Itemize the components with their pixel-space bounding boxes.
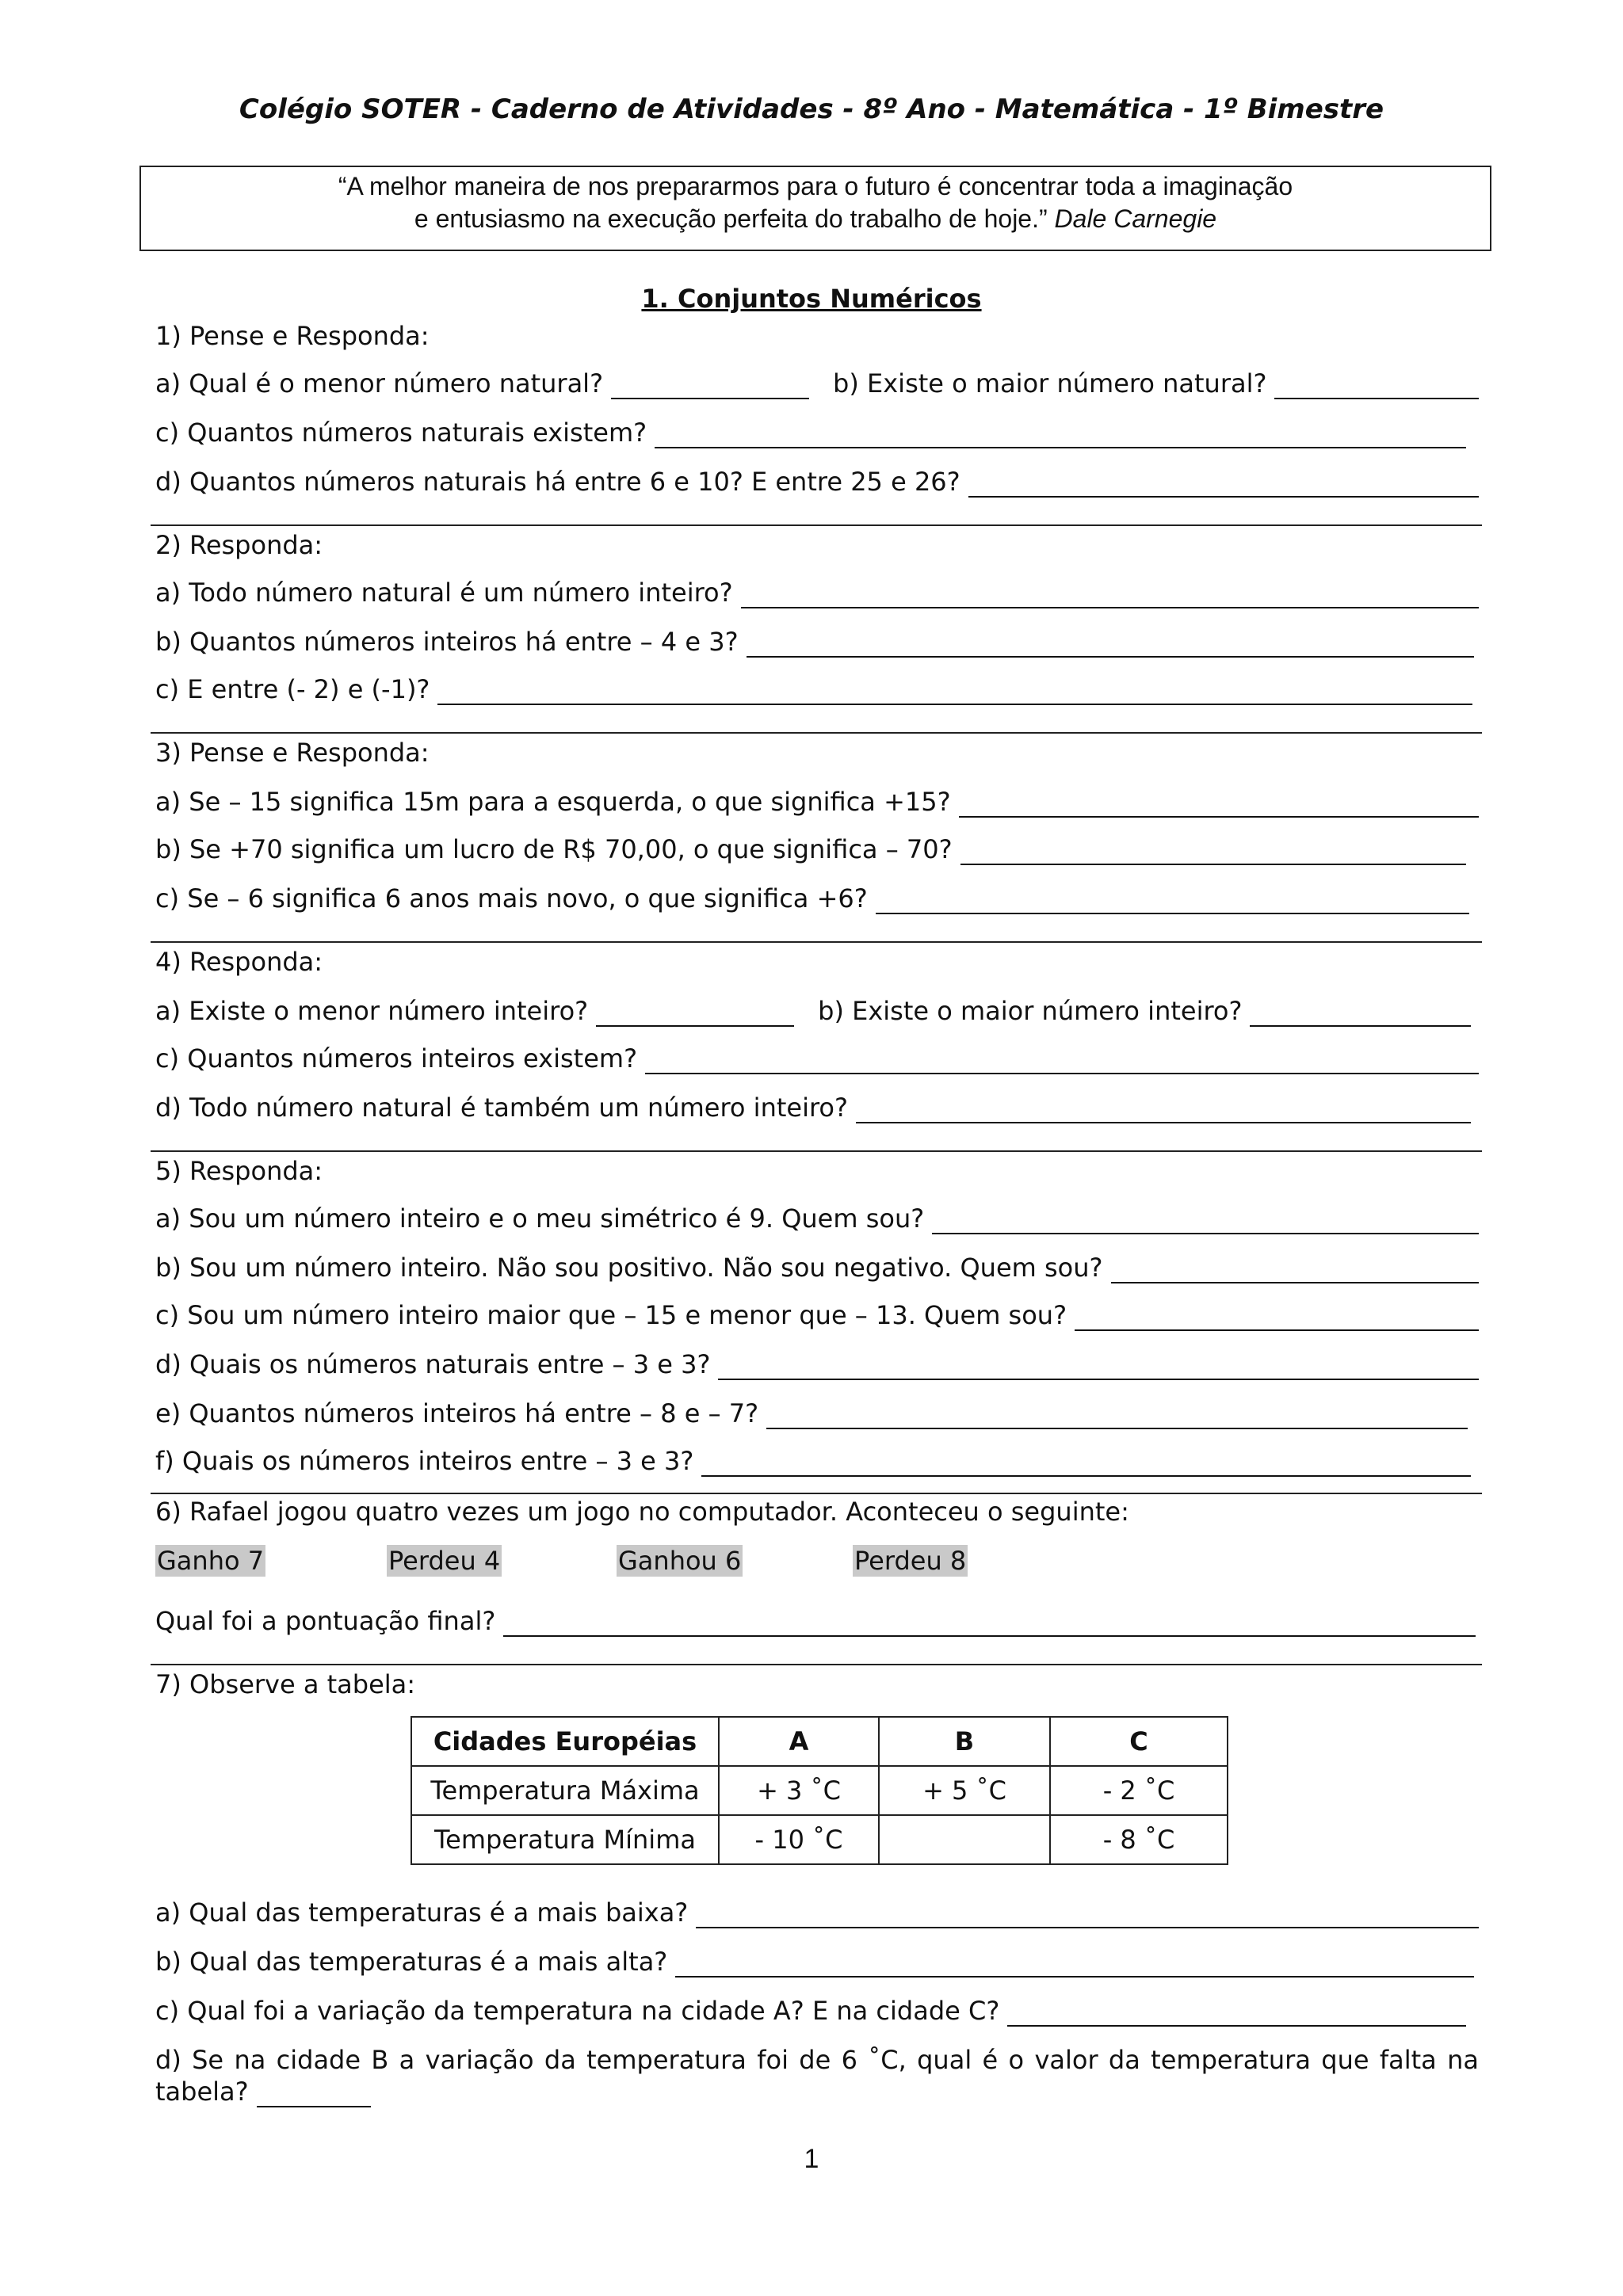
q5d-text: d) Quais os números naturais entre – 3 e 3? bbox=[155, 1349, 711, 1379]
table-cell: - 10 ˚C bbox=[719, 1815, 879, 1864]
quote-author: Dale Carnegie bbox=[1054, 204, 1217, 233]
q5e-answer-blank[interactable] bbox=[766, 1404, 1468, 1429]
q4b-text: b) Existe o maior número inteiro? bbox=[818, 996, 1243, 1026]
q7-title: 7) Observe a tabela: bbox=[155, 1669, 416, 1699]
q6-move-4: Perdeu 8 bbox=[854, 1546, 967, 1576]
table-header-cell: C bbox=[1050, 1717, 1228, 1766]
q6-question-text: Qual foi a pontuação final? bbox=[155, 1606, 496, 1636]
q1-row-d bbox=[155, 466, 1479, 498]
q3c-text: c) Se – 6 significa 6 anos mais novo, o que significa +6? bbox=[155, 883, 868, 913]
divider bbox=[151, 1664, 1482, 1665]
q2-title: 2) Responda: bbox=[155, 530, 323, 560]
q5-row-b bbox=[155, 1252, 1479, 1283]
q7d-text-line1: d) Se na cidade B a variação da temperatura foi de 6 ˚C, qual é o valor da temperatura que falta na bbox=[155, 2045, 1479, 2075]
q3a-text: a) Se – 15 significa 15m para a esquerda, o que significa +15? bbox=[155, 787, 951, 817]
quote-line-2 bbox=[141, 203, 1490, 235]
table-row bbox=[411, 1815, 1228, 1864]
q7d-answer-blank[interactable] bbox=[257, 2082, 371, 2107]
q2a-text: a) Todo número natural é um número inteiro? bbox=[155, 578, 733, 608]
q7a-text: a) Qual das temperaturas é a mais baixa? bbox=[155, 1897, 689, 1928]
q2-row-c bbox=[155, 673, 1472, 705]
q7c-answer-blank[interactable] bbox=[1007, 2001, 1466, 2027]
q6-move-1: Ganho 7 bbox=[157, 1546, 265, 1576]
q5a-text: a) Sou um número inteiro e o meu simétrico é 9. Quem sou? bbox=[155, 1203, 925, 1234]
q1d-answer-blank[interactable] bbox=[968, 472, 1479, 498]
q5-row-f bbox=[155, 1445, 1471, 1477]
q4a-answer-blank[interactable] bbox=[596, 1001, 794, 1027]
q7-row-a bbox=[155, 1897, 1479, 1928]
table-header-row bbox=[411, 1717, 1228, 1766]
q6-answer-blank[interactable] bbox=[503, 1611, 1476, 1637]
table-cell: - 2 ˚C bbox=[1050, 1766, 1228, 1815]
q5f-answer-blank[interactable] bbox=[701, 1451, 1471, 1477]
q6-title: 6) Rafael jogou quatro vezes um jogo no computador. Aconteceu o seguinte: bbox=[155, 1497, 1129, 1527]
temperature-table bbox=[411, 1716, 1228, 1865]
table-row bbox=[411, 1766, 1228, 1815]
quote-text: e entusiasmo na execução perfeita do trabalho de hoje.” bbox=[414, 204, 1048, 233]
q5b-answer-blank[interactable] bbox=[1111, 1258, 1480, 1283]
q1b-answer-blank[interactable] bbox=[1274, 374, 1479, 399]
page-header: Colégio SOTER - Caderno de Atividades - 8º Ano - Matemática - 1º Bimestre bbox=[239, 93, 1384, 125]
q4b-answer-blank[interactable] bbox=[1250, 1001, 1471, 1027]
divider bbox=[151, 1493, 1482, 1494]
q5d-answer-blank[interactable] bbox=[718, 1355, 1479, 1380]
q1b-text: b) Existe o maior número natural? bbox=[833, 368, 1267, 399]
q7a-answer-blank[interactable] bbox=[696, 1903, 1479, 1928]
q3a-answer-blank[interactable] bbox=[959, 792, 1479, 818]
quote-box bbox=[139, 166, 1491, 251]
q6-row-question bbox=[155, 1605, 1476, 1637]
q3b-answer-blank[interactable] bbox=[960, 840, 1466, 865]
q5a-answer-blank[interactable] bbox=[932, 1209, 1479, 1234]
q4-row-c bbox=[155, 1043, 1479, 1074]
q7b-answer-blank[interactable] bbox=[675, 1952, 1474, 1978]
q2a-answer-blank[interactable] bbox=[741, 583, 1479, 608]
q7-row-b bbox=[155, 1946, 1474, 1978]
table-cell: - 8 ˚C bbox=[1050, 1815, 1228, 1864]
q3-row-b bbox=[155, 833, 1466, 865]
q2c-answer-blank[interactable] bbox=[437, 680, 1472, 705]
q1c-text: c) Quantos números naturais existem? bbox=[155, 418, 647, 448]
q4c-answer-blank[interactable] bbox=[645, 1049, 1479, 1074]
table-cell: + 5 ˚C bbox=[879, 1766, 1050, 1815]
table-cell-empty[interactable] bbox=[879, 1815, 1050, 1864]
q5e-text: e) Quantos números inteiros há entre – 8 e – 7? bbox=[155, 1398, 759, 1428]
q5c-answer-blank[interactable] bbox=[1075, 1306, 1479, 1331]
q5-title: 5) Responda: bbox=[155, 1156, 323, 1186]
q5-row-d bbox=[155, 1348, 1479, 1380]
q7b-text: b) Qual das temperaturas é a mais alta? bbox=[155, 1947, 668, 1977]
q1-row-c bbox=[155, 417, 1466, 448]
q4c-text: c) Quantos números inteiros existem? bbox=[155, 1043, 638, 1074]
q2-row-a bbox=[155, 577, 1479, 608]
q4-row-d bbox=[155, 1092, 1471, 1123]
divider bbox=[151, 941, 1482, 943]
q3-title: 3) Pense e Responda: bbox=[155, 738, 430, 768]
q7c-text: c) Qual foi a variação da temperatura na cidade A? E na cidade C? bbox=[155, 1996, 1000, 2026]
q3c-answer-blank[interactable] bbox=[876, 889, 1469, 914]
divider bbox=[151, 1150, 1482, 1152]
q4-title: 4) Responda: bbox=[155, 947, 323, 977]
divider bbox=[151, 732, 1482, 734]
q4d-answer-blank[interactable] bbox=[856, 1098, 1471, 1123]
q1a-answer-blank[interactable] bbox=[611, 374, 809, 399]
q4a-text: a) Existe o menor número inteiro? bbox=[155, 996, 589, 1026]
q2b-answer-blank[interactable] bbox=[747, 632, 1474, 658]
table-cell: Temperatura Mínima bbox=[411, 1815, 719, 1864]
table-cell: Temperatura Máxima bbox=[411, 1766, 719, 1815]
table-header-cell: Cidades Européias bbox=[411, 1717, 719, 1766]
q5c-text: c) Sou um número inteiro maior que – 15 e menor que – 13. Quem sou? bbox=[155, 1300, 1067, 1330]
quote-line-1: “A melhor maneira de nos prepararmos para o futuro é concentrar toda a imaginação bbox=[338, 172, 1293, 200]
q7-row-d bbox=[155, 2076, 1479, 2107]
q7d-text-line2: tabela? bbox=[155, 2077, 249, 2107]
q1d-text: d) Quantos números naturais há entre 6 e 10? E entre 25 e 26? bbox=[155, 467, 960, 497]
q2b-text: b) Quantos números inteiros há entre – 4 e 3? bbox=[155, 627, 739, 657]
q3-row-a bbox=[155, 786, 1479, 818]
q5b-text: b) Sou um número inteiro. Não sou positivo. Não sou negativo. Quem sou? bbox=[155, 1253, 1103, 1283]
q5-row-a bbox=[155, 1203, 1479, 1234]
q5f-text: f) Quais os números inteiros entre – 3 e 3? bbox=[155, 1446, 694, 1476]
q1-title: 1) Pense e Responda: bbox=[155, 321, 430, 351]
q3b-text: b) Se +70 significa um lucro de R$ 70,00, o que significa – 70? bbox=[155, 834, 953, 864]
q3-row-c bbox=[155, 883, 1469, 914]
section-title: 1. Conjuntos Numéricos bbox=[641, 284, 982, 314]
q1a-text: a) Qual é o menor número natural? bbox=[155, 368, 604, 399]
q1-row-ab bbox=[155, 368, 1479, 399]
q4-row-ab bbox=[155, 995, 1471, 1027]
page-number: 1 bbox=[804, 2144, 819, 2174]
q1c-answer-blank[interactable] bbox=[655, 423, 1466, 448]
q6-move-3: Ganhou 6 bbox=[618, 1546, 742, 1576]
q2c-text: c) E entre (- 2) e (-1)? bbox=[155, 674, 430, 704]
table-header-cell: B bbox=[879, 1717, 1050, 1766]
table-cell: + 3 ˚C bbox=[719, 1766, 879, 1815]
divider bbox=[151, 524, 1482, 526]
q5-row-e bbox=[155, 1398, 1468, 1429]
q4d-text: d) Todo número natural é também um número inteiro? bbox=[155, 1093, 848, 1123]
q7-row-c bbox=[155, 1995, 1466, 2027]
q5-row-c bbox=[155, 1299, 1479, 1331]
table-header-cell: A bbox=[719, 1717, 879, 1766]
q2-row-b bbox=[155, 626, 1474, 658]
q6-move-2: Perdeu 4 bbox=[388, 1546, 501, 1576]
